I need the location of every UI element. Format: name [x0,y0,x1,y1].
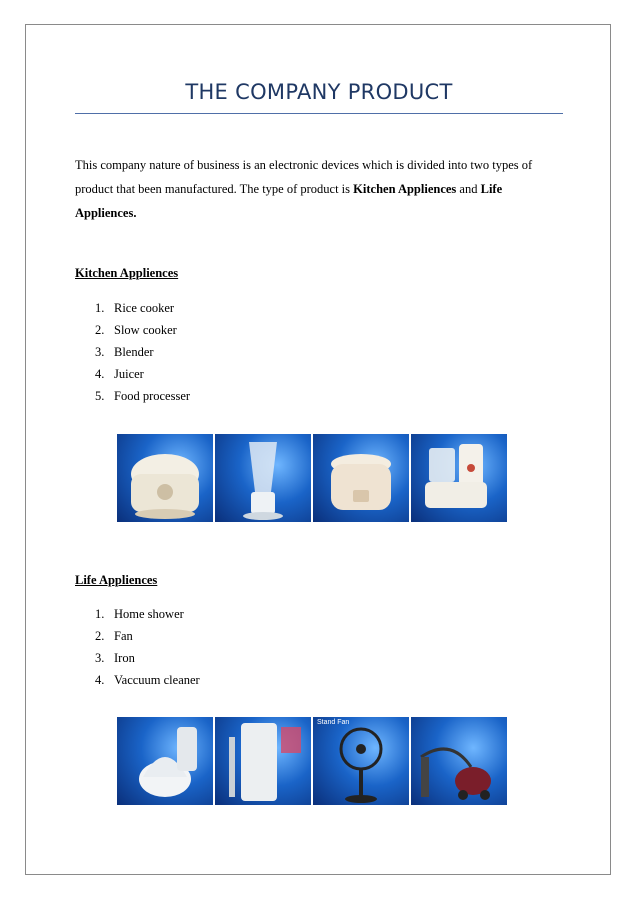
list-item: 3. Iron [95,651,135,665]
list-item: 1. Rice cooker [95,301,175,315]
kitchen-heading: Kitchen Appliences [75,266,179,280]
blender-photo [215,434,311,522]
stand-fan-photo [313,717,409,805]
list-item: 2. Fan [95,629,133,643]
list-item: 2. Slow cooker [95,323,177,337]
list-item: 5. Food processer [95,389,191,403]
slow-cooker-photo [313,434,409,522]
food-processor-photo [411,434,507,522]
water-heater-photo [215,717,311,805]
intro-paragraph [75,153,565,225]
intro-text-1: This company nature of business is an electronic devices which is divided into two types of product that been manufactured. The type of product is [75,158,533,196]
list-item: 3. Blender [95,345,154,359]
kitchen-photo-strip [117,434,507,522]
life-photo-strip [117,717,507,805]
vacuum-cleaner-photo [411,717,507,805]
intro-bold-kitchen: Kitchen Appliences [353,182,457,196]
list-item: 4. Juicer [95,367,144,381]
title-underline [75,113,563,114]
list-item: 1. Home shower [95,607,184,621]
kitchen-list [95,297,190,407]
life-list [95,603,200,691]
intro-bold-life: Life Appliences. [75,182,503,220]
list-item: 4. Vaccuum cleaner [95,673,200,687]
page-title: THE COMPANY PRODUCT [185,80,453,104]
home-shower-photo [117,717,213,805]
rice-cooker-photo [117,434,213,522]
life-heading: Life Appliences [75,573,158,587]
intro-text-2: and [456,182,481,196]
stand-fan-caption: Stand Fan [317,719,350,726]
